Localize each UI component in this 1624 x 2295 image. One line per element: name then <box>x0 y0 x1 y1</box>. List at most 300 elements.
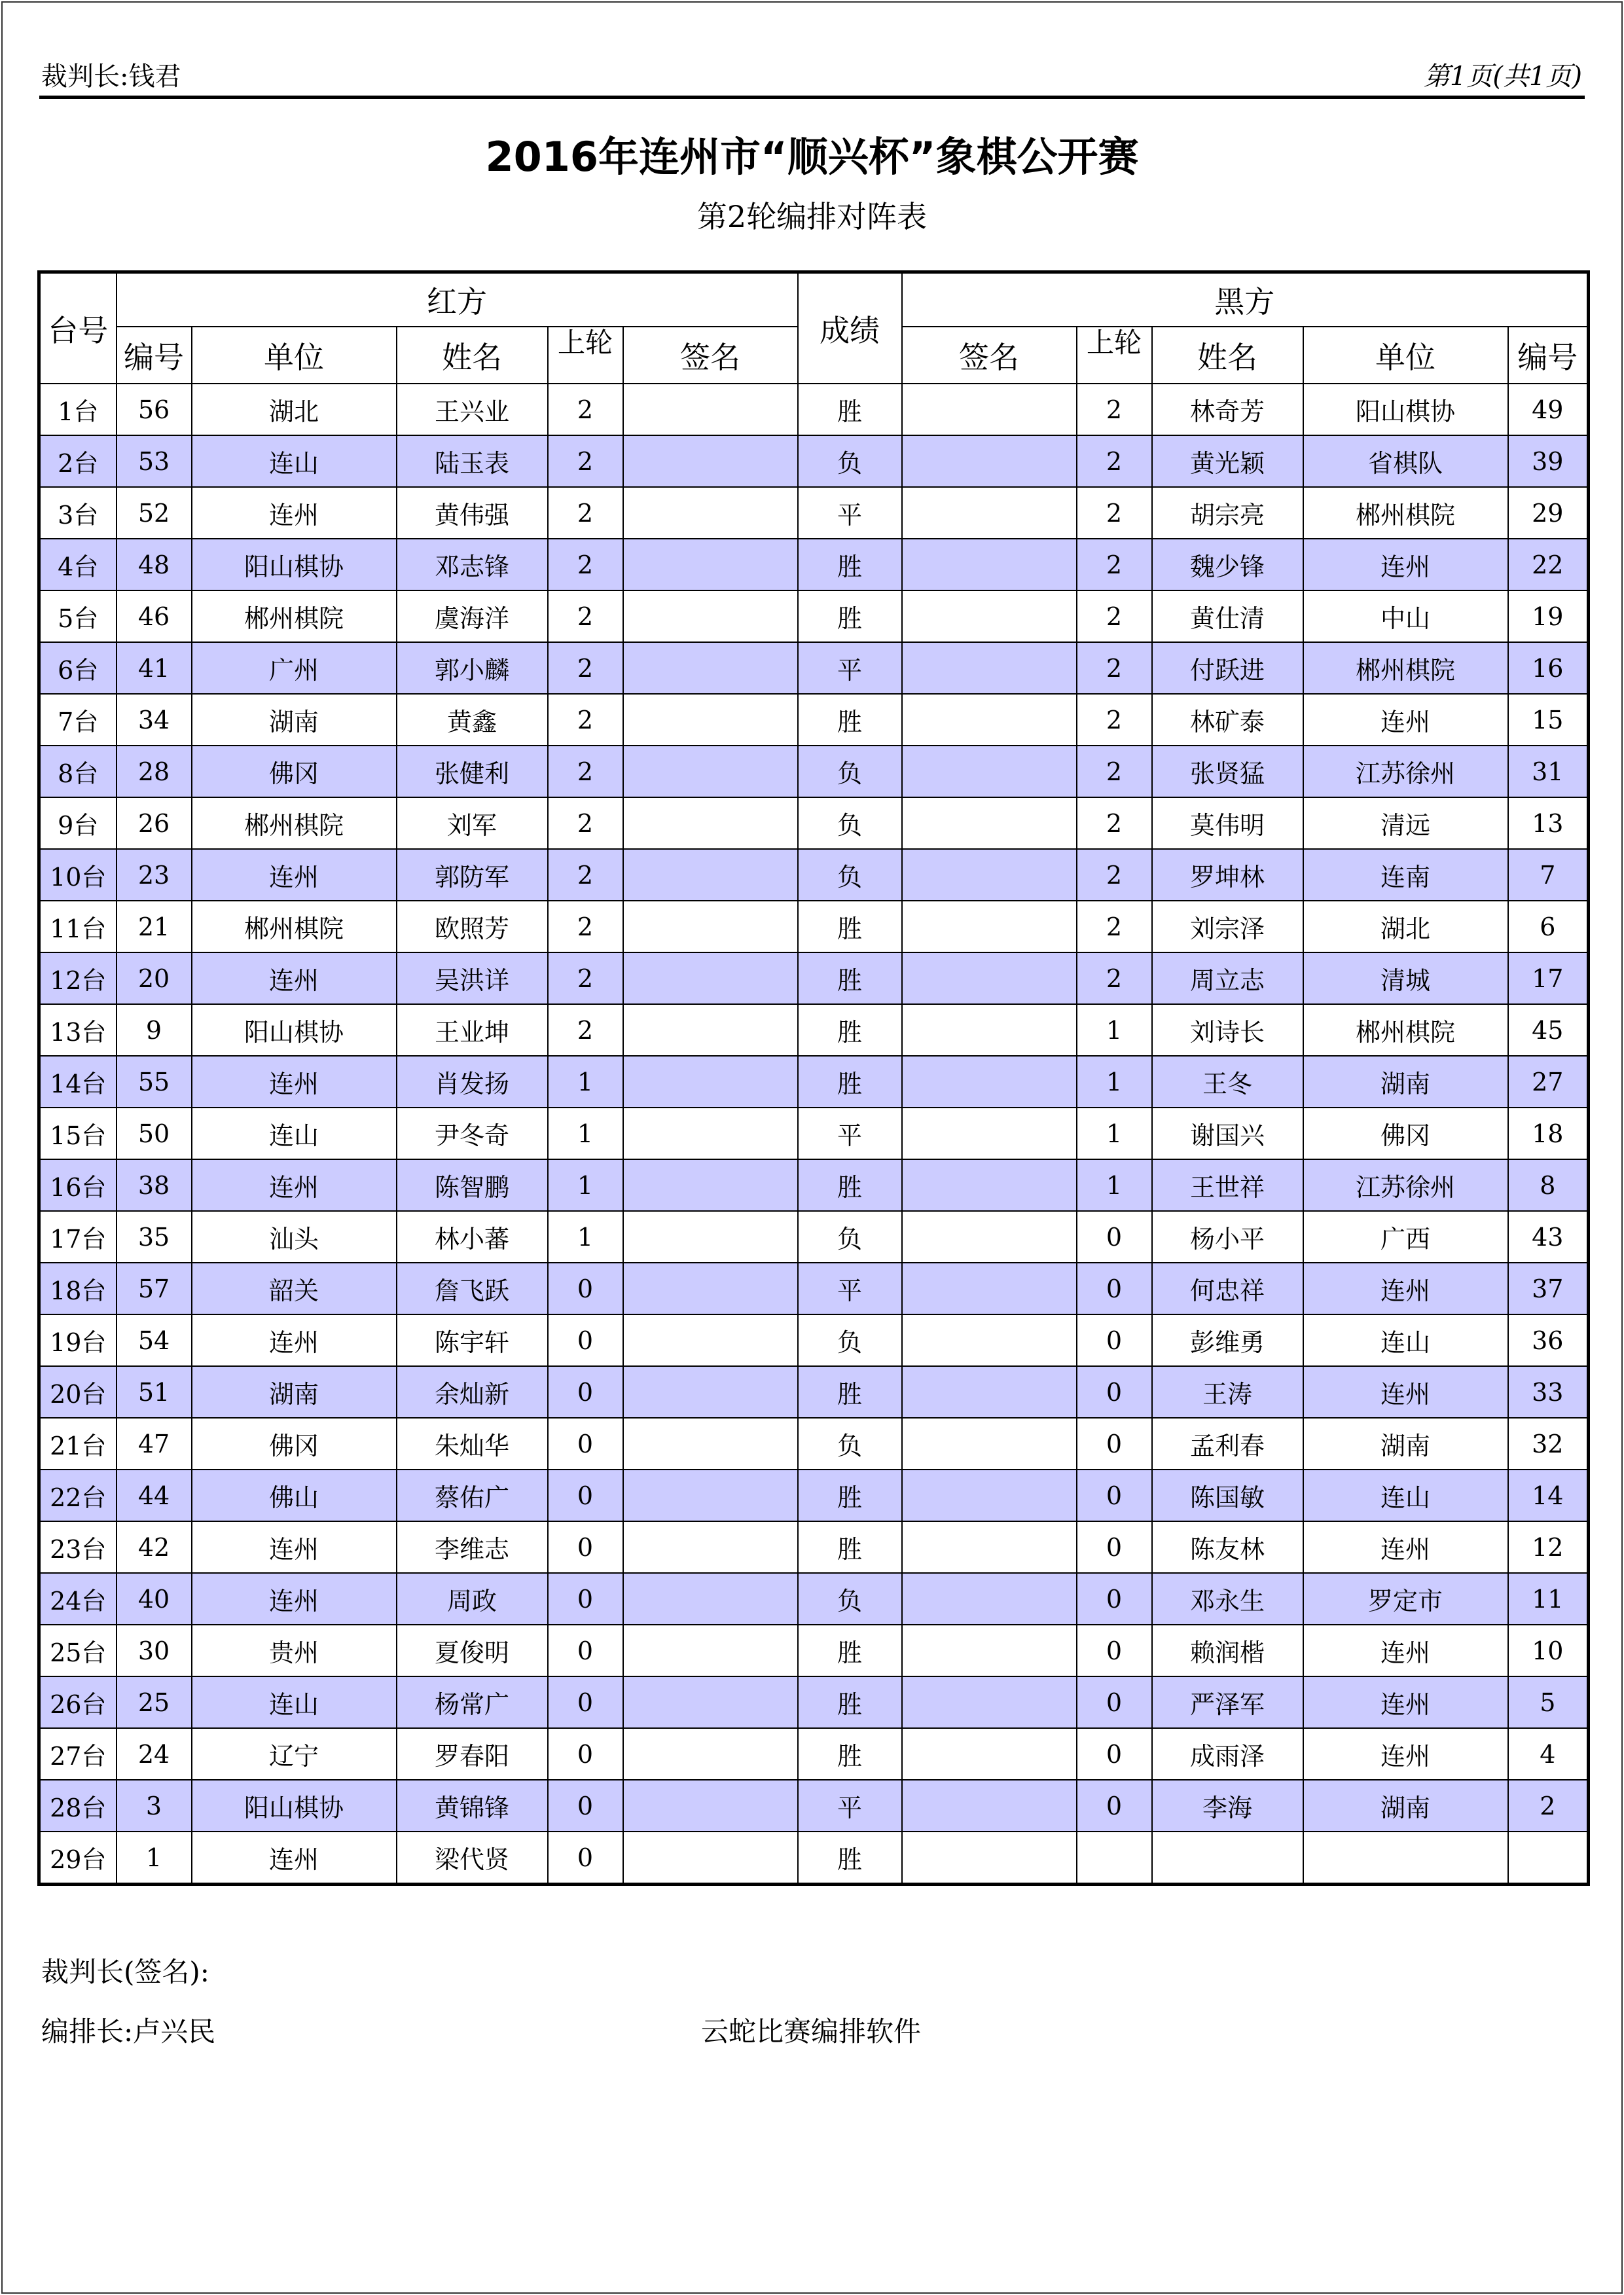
red-unit-cell: 连州 <box>192 1056 397 1108</box>
black-name-cell: 陈友林 <box>1152 1521 1303 1573</box>
red-no-cell: 47 <box>117 1418 192 1470</box>
red-unit-cell: 连州 <box>192 1573 397 1625</box>
table-row <box>39 590 1589 642</box>
black-name-cell: 林奇芳 <box>1152 384 1303 435</box>
red-prev-cell: 0 <box>548 1263 623 1314</box>
black-prev-cell: 2 <box>1077 590 1152 642</box>
black-prev-cell: 0 <box>1077 1573 1152 1625</box>
black-name-cell: 莫伟明 <box>1152 797 1303 849</box>
board-cell: 4台 <box>39 539 117 590</box>
board-cell: 6台 <box>39 642 117 694</box>
black-sign-cell <box>902 1108 1077 1159</box>
table-row <box>39 1004 1589 1056</box>
black-name-cell: 张贤猛 <box>1152 746 1303 797</box>
table-row <box>39 435 1589 487</box>
table-row <box>39 849 1589 901</box>
black-no-cell: 12 <box>1508 1521 1589 1573</box>
red-prev-cell: 2 <box>548 590 623 642</box>
red-sign-cell <box>623 435 798 487</box>
red-prev-cell: 2 <box>548 849 623 901</box>
table-row <box>39 1780 1589 1832</box>
red-prev-cell: 1 <box>548 1159 623 1211</box>
red-name-cell: 夏俊明 <box>397 1625 548 1676</box>
black-name-cell: 付跃进 <box>1152 642 1303 694</box>
red-unit-cell: 连州 <box>192 1314 397 1366</box>
black-no-cell: 17 <box>1508 952 1589 1004</box>
result-cell: 负 <box>798 746 902 797</box>
board-cell: 21台 <box>39 1418 117 1470</box>
red-name-cell: 刘军 <box>397 797 548 849</box>
black-no-cell: 4 <box>1508 1728 1589 1780</box>
red-name-cell: 王兴业 <box>397 384 548 435</box>
red-prev-cell: 2 <box>548 642 623 694</box>
red-name-cell: 周政 <box>397 1573 548 1625</box>
black-no-cell: 6 <box>1508 901 1589 952</box>
header-divider <box>39 96 1585 99</box>
result-cell: 胜 <box>798 384 902 435</box>
red-sign-cell <box>623 1108 798 1159</box>
black-sign-cell <box>902 1832 1077 1885</box>
red-prev-cell: 2 <box>548 901 623 952</box>
table-row <box>39 1418 1589 1470</box>
red-sign-cell <box>623 797 798 849</box>
table-row <box>39 952 1589 1004</box>
red-no-cell: 20 <box>117 952 192 1004</box>
black-unit-cell: 湖南 <box>1303 1056 1508 1108</box>
red-no-cell: 44 <box>117 1470 192 1521</box>
red-prev-cell: 2 <box>548 797 623 849</box>
black-unit-cell: 清城 <box>1303 952 1508 1004</box>
black-unit-cell: 连南 <box>1303 849 1508 901</box>
black-prev-cell: 2 <box>1077 487 1152 539</box>
black-sign-cell <box>902 746 1077 797</box>
result-cell: 负 <box>798 849 902 901</box>
red-prev-cell: 0 <box>548 1470 623 1521</box>
black-prev-cell: 0 <box>1077 1263 1152 1314</box>
red-prev-cell: 2 <box>548 1004 623 1056</box>
black-unit-cell: 清远 <box>1303 797 1508 849</box>
result-cell: 胜 <box>798 1366 902 1418</box>
red-prev-cell: 2 <box>548 539 623 590</box>
black-unit-cell: 佛冈 <box>1303 1108 1508 1159</box>
result-cell: 负 <box>798 435 902 487</box>
red-no-cell: 9 <box>117 1004 192 1056</box>
red-unit-cell: 连州 <box>192 1521 397 1573</box>
black-name-cell: 周立志 <box>1152 952 1303 1004</box>
black-unit-cell: 湖南 <box>1303 1418 1508 1470</box>
red-name-cell: 余灿新 <box>397 1366 548 1418</box>
red-sign-cell <box>623 1470 798 1521</box>
black-unit-cell: 省棋队 <box>1303 435 1508 487</box>
table-row <box>39 642 1589 694</box>
red-no-cell: 55 <box>117 1056 192 1108</box>
result-cell: 胜 <box>798 1521 902 1573</box>
black-sign-cell <box>902 952 1077 1004</box>
black-prev-cell: 2 <box>1077 901 1152 952</box>
result-cell: 胜 <box>798 901 902 952</box>
red-prev-cell: 1 <box>548 1108 623 1159</box>
result-cell: 胜 <box>798 1004 902 1056</box>
black-no-cell: 22 <box>1508 539 1589 590</box>
black-sign-cell <box>902 590 1077 642</box>
black-name-cell: 刘宗泽 <box>1152 901 1303 952</box>
red-prev-cell: 2 <box>548 952 623 1004</box>
black-prev-header: 上轮 <box>1077 327 1152 384</box>
red-prev-cell: 2 <box>548 694 623 746</box>
red-name-cell: 蔡佑广 <box>397 1470 548 1521</box>
arranger-label: 编排长:卢兴民 <box>41 2015 216 2048</box>
black-prev-cell: 0 <box>1077 1521 1152 1573</box>
red-unit-cell: 汕头 <box>192 1211 397 1263</box>
black-name-cell: 成雨泽 <box>1152 1728 1303 1780</box>
table-row <box>39 1832 1589 1885</box>
board-cell: 14台 <box>39 1056 117 1108</box>
page-info: 第1页(共1页) <box>1423 62 1582 92</box>
board-cell: 7台 <box>39 694 117 746</box>
pairings-body <box>39 384 1589 1885</box>
red-no-cell: 54 <box>117 1314 192 1366</box>
red-sign-header: 签名 <box>623 327 798 384</box>
table-row <box>39 487 1589 539</box>
red-sign-cell <box>623 1211 798 1263</box>
black-name-cell: 王世祥 <box>1152 1159 1303 1211</box>
black-name-cell: 王冬 <box>1152 1056 1303 1108</box>
red-no-cell: 3 <box>117 1780 192 1832</box>
black-no-cell: 45 <box>1508 1004 1589 1056</box>
board-cell: 3台 <box>39 487 117 539</box>
red-name-cell: 欧照芳 <box>397 901 548 952</box>
red-prev-cell: 0 <box>548 1314 623 1366</box>
board-cell: 8台 <box>39 746 117 797</box>
red-prev-header: 上轮 <box>548 327 623 384</box>
black-unit-cell <box>1303 1832 1508 1885</box>
red-prev-cell: 0 <box>548 1676 623 1728</box>
red-sign-cell <box>623 1366 798 1418</box>
red-no-cell: 51 <box>117 1366 192 1418</box>
black-unit-cell: 郴州棋院 <box>1303 642 1508 694</box>
black-sign-cell <box>902 384 1077 435</box>
board-cell: 13台 <box>39 1004 117 1056</box>
black-no-cell: 27 <box>1508 1056 1589 1108</box>
red-no-cell: 1 <box>117 1832 192 1885</box>
board-cell: 29台 <box>39 1832 117 1885</box>
black-prev-cell: 0 <box>1077 1211 1152 1263</box>
red-unit-cell: 郴州棋院 <box>192 901 397 952</box>
red-sign-cell <box>623 1056 798 1108</box>
black-name-cell: 赖润楷 <box>1152 1625 1303 1676</box>
red-prev-cell: 2 <box>548 435 623 487</box>
red-no-header: 编号 <box>117 327 192 384</box>
black-sign-cell <box>902 1159 1077 1211</box>
table-row <box>39 1521 1589 1573</box>
result-cell: 负 <box>798 1314 902 1366</box>
black-name-cell: 杨小平 <box>1152 1211 1303 1263</box>
result-cell: 胜 <box>798 694 902 746</box>
black-side-header: 黑方 <box>902 272 1589 327</box>
red-no-cell: 23 <box>117 849 192 901</box>
red-name-cell: 陈宇轩 <box>397 1314 548 1366</box>
black-prev-cell: 0 <box>1077 1366 1152 1418</box>
red-unit-cell: 连州 <box>192 849 397 901</box>
black-sign-header: 签名 <box>902 327 1077 384</box>
black-no-cell: 29 <box>1508 487 1589 539</box>
black-no-cell: 36 <box>1508 1314 1589 1366</box>
result-cell: 平 <box>798 1108 902 1159</box>
result-cell: 平 <box>798 1263 902 1314</box>
red-name-cell: 杨常广 <box>397 1676 548 1728</box>
board-cell: 24台 <box>39 1573 117 1625</box>
black-name-cell: 罗坤林 <box>1152 849 1303 901</box>
result-cell: 平 <box>798 642 902 694</box>
red-sign-cell <box>623 1676 798 1728</box>
document-title: 2016年连州市“顺兴杯”象棋公开赛 <box>485 133 1139 181</box>
result-cell: 负 <box>798 797 902 849</box>
red-unit-cell: 阳山棋协 <box>192 539 397 590</box>
red-unit-cell: 郴州棋院 <box>192 590 397 642</box>
red-name-cell: 虞海洋 <box>397 590 548 642</box>
black-prev-cell: 2 <box>1077 797 1152 849</box>
red-prev-cell: 2 <box>548 384 623 435</box>
board-cell: 10台 <box>39 849 117 901</box>
black-unit-cell: 阳山棋协 <box>1303 384 1508 435</box>
red-name-cell: 王业坤 <box>397 1004 548 1056</box>
red-unit-cell: 连州 <box>192 1832 397 1885</box>
black-unit-cell: 湖南 <box>1303 1780 1508 1832</box>
black-sign-cell <box>902 1314 1077 1366</box>
black-unit-cell: 连州 <box>1303 1676 1508 1728</box>
result-cell: 胜 <box>798 1676 902 1728</box>
board-cell: 17台 <box>39 1211 117 1263</box>
black-name-cell: 彭维勇 <box>1152 1314 1303 1366</box>
black-no-cell: 33 <box>1508 1366 1589 1418</box>
red-unit-header: 单位 <box>192 327 397 384</box>
result-cell: 胜 <box>798 952 902 1004</box>
red-sign-cell <box>623 1004 798 1056</box>
red-sign-cell <box>623 642 798 694</box>
black-sign-cell <box>902 1004 1077 1056</box>
black-sign-cell <box>902 1470 1077 1521</box>
black-unit-cell: 广西 <box>1303 1211 1508 1263</box>
black-prev-cell: 2 <box>1077 694 1152 746</box>
black-name-cell: 何忠祥 <box>1152 1263 1303 1314</box>
black-sign-cell <box>902 435 1077 487</box>
document-subtitle: 第2轮编排对阵表 <box>696 199 928 234</box>
black-sign-cell <box>902 1056 1077 1108</box>
red-name-cell: 李维志 <box>397 1521 548 1573</box>
result-cell: 平 <box>798 487 902 539</box>
red-name-cell: 陈智鹏 <box>397 1159 548 1211</box>
result-cell: 平 <box>798 1780 902 1832</box>
red-sign-cell <box>623 1832 798 1885</box>
red-name-cell: 陆玉表 <box>397 435 548 487</box>
red-sign-cell <box>623 1728 798 1780</box>
red-sign-cell <box>623 487 798 539</box>
black-no-cell: 16 <box>1508 642 1589 694</box>
black-sign-cell <box>902 901 1077 952</box>
black-sign-cell <box>902 797 1077 849</box>
black-name-cell: 林矿泰 <box>1152 694 1303 746</box>
red-name-cell: 梁代贤 <box>397 1832 548 1885</box>
red-prev-cell: 0 <box>548 1418 623 1470</box>
table-row <box>39 1625 1589 1676</box>
red-name-cell: 黄伟强 <box>397 487 548 539</box>
black-prev-cell: 0 <box>1077 1470 1152 1521</box>
black-no-cell: 8 <box>1508 1159 1589 1211</box>
table-row <box>39 1573 1589 1625</box>
red-no-cell: 38 <box>117 1159 192 1211</box>
board-cell: 2台 <box>39 435 117 487</box>
result-cell: 胜 <box>798 1832 902 1885</box>
black-prev-cell: 0 <box>1077 1625 1152 1676</box>
black-no-cell: 10 <box>1508 1625 1589 1676</box>
table-row <box>39 1728 1589 1780</box>
black-unit-cell: 郴州棋院 <box>1303 1004 1508 1056</box>
black-prev-cell: 2 <box>1077 746 1152 797</box>
red-no-cell: 41 <box>117 642 192 694</box>
red-no-cell: 30 <box>117 1625 192 1676</box>
black-no-cell: 13 <box>1508 797 1589 849</box>
board-cell: 25台 <box>39 1625 117 1676</box>
red-sign-cell <box>623 952 798 1004</box>
red-sign-cell <box>623 1780 798 1832</box>
black-unit-cell: 湖北 <box>1303 901 1508 952</box>
black-unit-cell: 罗定市 <box>1303 1573 1508 1625</box>
black-no-cell: 49 <box>1508 384 1589 435</box>
black-no-cell: 7 <box>1508 849 1589 901</box>
table-row <box>39 1366 1589 1418</box>
black-prev-cell: 1 <box>1077 1108 1152 1159</box>
black-no-cell: 32 <box>1508 1418 1589 1470</box>
chief-sign-label: 裁判长(签名): <box>41 1956 209 1988</box>
board-cell: 16台 <box>39 1159 117 1211</box>
red-name-cell: 张健利 <box>397 746 548 797</box>
red-unit-cell: 阳山棋协 <box>192 1780 397 1832</box>
table-row <box>39 1159 1589 1211</box>
red-no-cell: 21 <box>117 901 192 952</box>
red-sign-cell <box>623 539 798 590</box>
red-name-cell: 吴洪详 <box>397 952 548 1004</box>
result-cell: 胜 <box>798 1056 902 1108</box>
board-cell: 20台 <box>39 1366 117 1418</box>
black-unit-cell: 连州 <box>1303 1625 1508 1676</box>
red-no-cell: 42 <box>117 1521 192 1573</box>
black-name-cell <box>1152 1832 1303 1885</box>
black-sign-cell <box>902 1418 1077 1470</box>
red-sign-cell <box>623 590 798 642</box>
black-prev-cell: 2 <box>1077 642 1152 694</box>
red-prev-cell: 0 <box>548 1521 623 1573</box>
red-no-cell: 35 <box>117 1211 192 1263</box>
board-cell: 26台 <box>39 1676 117 1728</box>
board-cell: 18台 <box>39 1263 117 1314</box>
black-unit-cell: 江苏徐州 <box>1303 1159 1508 1211</box>
red-name-cell: 黄鑫 <box>397 694 548 746</box>
red-prev-cell: 0 <box>548 1832 623 1885</box>
red-unit-cell: 湖北 <box>192 384 397 435</box>
result-cell: 胜 <box>798 590 902 642</box>
black-name-header: 姓名 <box>1152 327 1303 384</box>
board-cell: 27台 <box>39 1728 117 1780</box>
red-name-cell: 詹飞跃 <box>397 1263 548 1314</box>
black-unit-cell: 连州 <box>1303 1521 1508 1573</box>
red-unit-cell: 连州 <box>192 487 397 539</box>
black-name-cell: 陈国敏 <box>1152 1470 1303 1521</box>
red-unit-cell: 贵州 <box>192 1625 397 1676</box>
table-row <box>39 1263 1589 1314</box>
chief-referee-label: 裁判长:钱君 <box>41 62 181 92</box>
table-row <box>39 901 1589 952</box>
black-prev-cell: 0 <box>1077 1314 1152 1366</box>
table-row <box>39 746 1589 797</box>
red-unit-cell: 佛山 <box>192 1470 397 1521</box>
red-unit-cell: 连山 <box>192 1108 397 1159</box>
black-prev-cell: 2 <box>1077 849 1152 901</box>
red-unit-cell: 广州 <box>192 642 397 694</box>
red-prev-cell: 1 <box>548 1211 623 1263</box>
board-cell: 11台 <box>39 901 117 952</box>
red-prev-cell: 0 <box>548 1625 623 1676</box>
red-name-cell: 尹冬奇 <box>397 1108 548 1159</box>
red-sign-cell <box>623 901 798 952</box>
red-no-cell: 48 <box>117 539 192 590</box>
red-sign-cell <box>623 694 798 746</box>
red-sign-cell <box>623 1418 798 1470</box>
red-name-cell: 朱灿华 <box>397 1418 548 1470</box>
red-no-cell: 26 <box>117 797 192 849</box>
red-sign-cell <box>623 1314 798 1366</box>
red-name-cell: 郭小麟 <box>397 642 548 694</box>
black-name-cell: 刘诗长 <box>1152 1004 1303 1056</box>
red-no-cell: 50 <box>117 1108 192 1159</box>
table-row <box>39 1470 1589 1521</box>
board-cell: 22台 <box>39 1470 117 1521</box>
black-unit-cell: 连州 <box>1303 1366 1508 1418</box>
board-cell: 19台 <box>39 1314 117 1366</box>
red-no-cell: 28 <box>117 746 192 797</box>
black-no-cell: 37 <box>1508 1263 1589 1314</box>
black-prev-cell: 1 <box>1077 1056 1152 1108</box>
red-sign-cell <box>623 1263 798 1314</box>
black-name-cell: 胡宗亮 <box>1152 487 1303 539</box>
black-prev-cell: 1 <box>1077 1004 1152 1056</box>
red-name-cell: 邓志锋 <box>397 539 548 590</box>
board-cell: 23台 <box>39 1521 117 1573</box>
black-sign-cell <box>902 539 1077 590</box>
black-name-cell: 邓永生 <box>1152 1573 1303 1625</box>
table-row <box>39 539 1589 590</box>
red-no-cell: 53 <box>117 435 192 487</box>
black-sign-cell <box>902 1676 1077 1728</box>
black-sign-cell <box>902 1263 1077 1314</box>
red-prev-cell: 2 <box>548 746 623 797</box>
red-name-cell: 黄锦锋 <box>397 1780 548 1832</box>
black-sign-cell <box>902 1625 1077 1676</box>
black-prev-cell: 0 <box>1077 1676 1152 1728</box>
pairings-table <box>37 270 1590 1886</box>
black-unit-cell: 连州 <box>1303 1263 1508 1314</box>
red-sign-cell <box>623 1521 798 1573</box>
red-name-cell: 肖发扬 <box>397 1056 548 1108</box>
result-cell: 胜 <box>798 1159 902 1211</box>
black-no-header: 编号 <box>1508 327 1589 384</box>
black-unit-cell: 江苏徐州 <box>1303 746 1508 797</box>
result-cell: 胜 <box>798 1728 902 1780</box>
black-unit-cell: 连山 <box>1303 1470 1508 1521</box>
black-name-cell: 王涛 <box>1152 1366 1303 1418</box>
black-unit-header: 单位 <box>1303 327 1508 384</box>
black-prev-cell: 2 <box>1077 384 1152 435</box>
red-sign-cell <box>623 1159 798 1211</box>
